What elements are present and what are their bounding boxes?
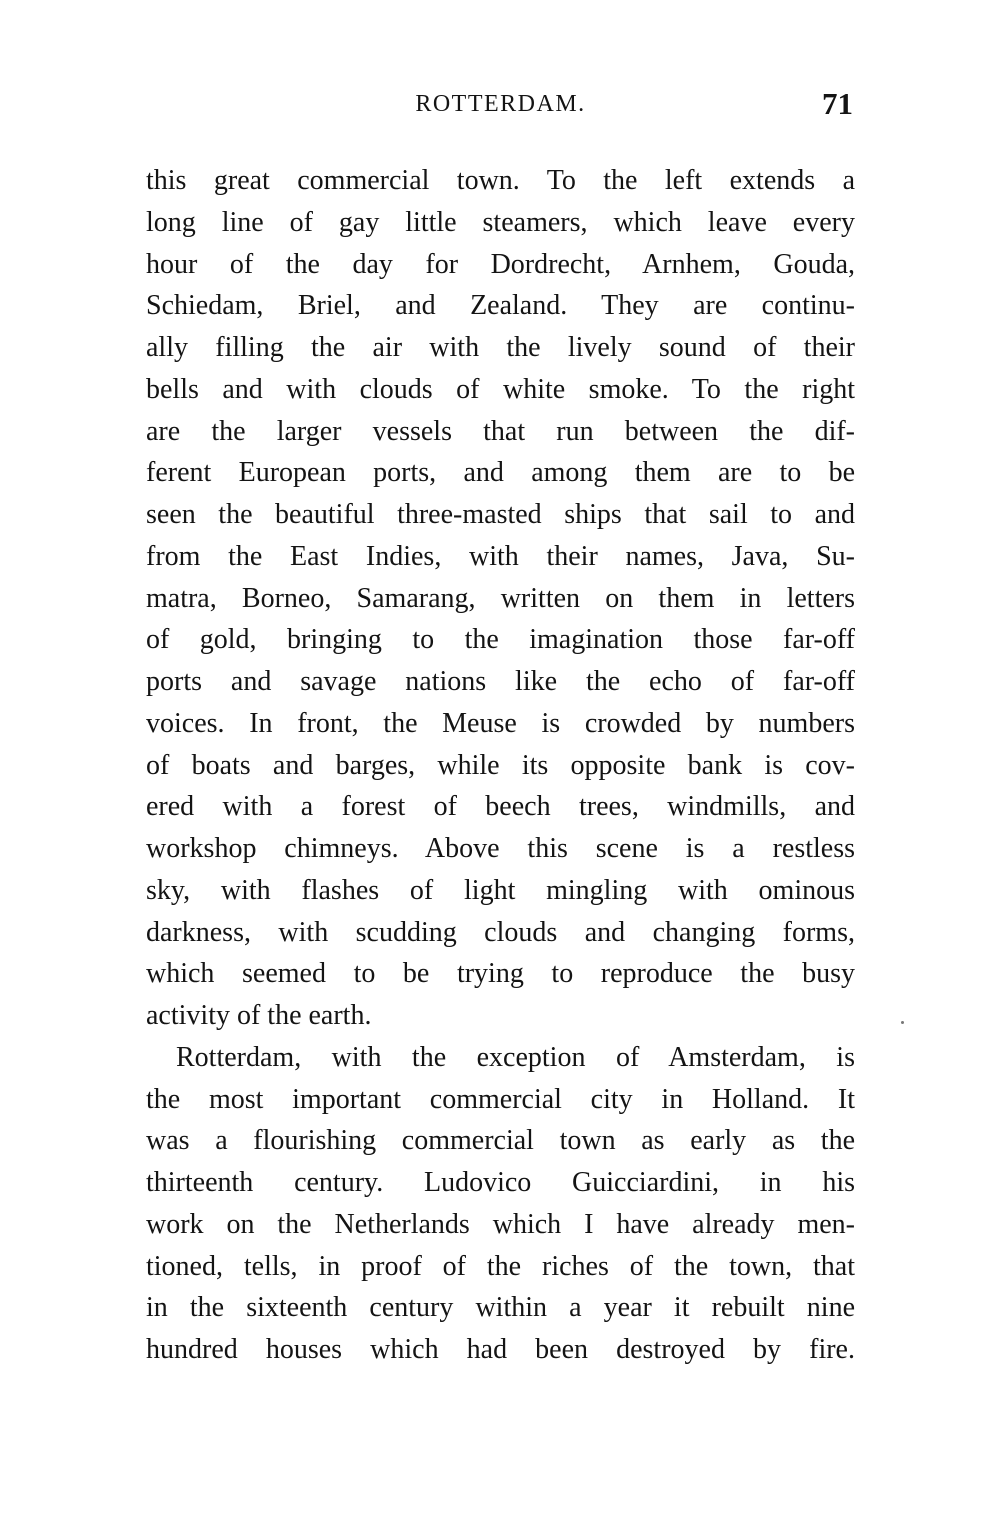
text-line: work on the Netherlands which I have already men- [146,1208,855,1240]
text-line: Rotterdam, with the exception of Amsterdam, is [176,1041,855,1073]
text-line: this great commercial town. To the left extends a [146,165,855,196]
body-text [146,160,855,1371]
text-line: was a flourishing commercial town as early as the [146,1125,855,1157]
text-line: thirteenth century. Ludovico Guicciardini, in his [146,1167,855,1198]
text-line: which seemed to be trying to reproduce the busy [146,958,855,990]
text-line: long line of gay little steamers, which leave every [146,206,855,238]
paragraph-2 [146,1037,855,1371]
text-line: voices. In front, the Meuse is crowded by numbers [146,707,855,739]
text-line: seen the beautiful three-masted ships that sail to and [146,499,855,530]
text-line: activity of the earth. [146,1000,372,1031]
running-head [146,86,855,126]
text-line: darkness, with scudding clouds and changing forms, [146,916,855,948]
text-line: in the sixteenth century within a year it rebuilt nine [146,1292,855,1324]
margin-speck [901,1021,904,1024]
text-line: matra, Borneo, Samarang, written on them in letters [146,582,855,614]
text-line: Schiedam, Briel, and Zealand. They are continu- [146,290,855,322]
text-line: tioned, tells, in proof of the riches of the town, that [146,1250,855,1282]
running-title: ROTTERDAM. [415,91,586,117]
text-line: from the East Indies, with their names, Java, Su- [146,540,855,572]
text-line: sky, with flashes of light mingling with ominous [146,874,855,906]
text-line: of boats and barges, while its opposite bank is cov- [146,749,855,781]
text-line: of gold, bringing to the imagination those far-off [146,624,855,656]
text-line: bells and with clouds of white smoke. To the right [146,373,855,405]
paragraph-1 [146,160,855,1037]
text-line: ports and savage nations like the echo of far-off [146,666,855,697]
text-line: the most important commercial city in Holland. It [146,1083,855,1115]
text-line: ally filling the air with the lively sound of their [146,332,855,363]
text-line: ered with a forest of beech trees, windmills, and [146,791,855,823]
text-line: hundred houses which had been destroyed by fire. [146,1334,855,1365]
text-line: ferent European ports, and among them are to be [146,457,855,489]
text-line: workshop chimneys. Above this scene is a restless [146,833,855,864]
text-line: hour of the day for Dordrecht, Arnhem, Gouda, [146,248,855,280]
text-line: are the larger vessels that run between the dif- [146,415,855,447]
page-number: 71 [822,86,853,121]
